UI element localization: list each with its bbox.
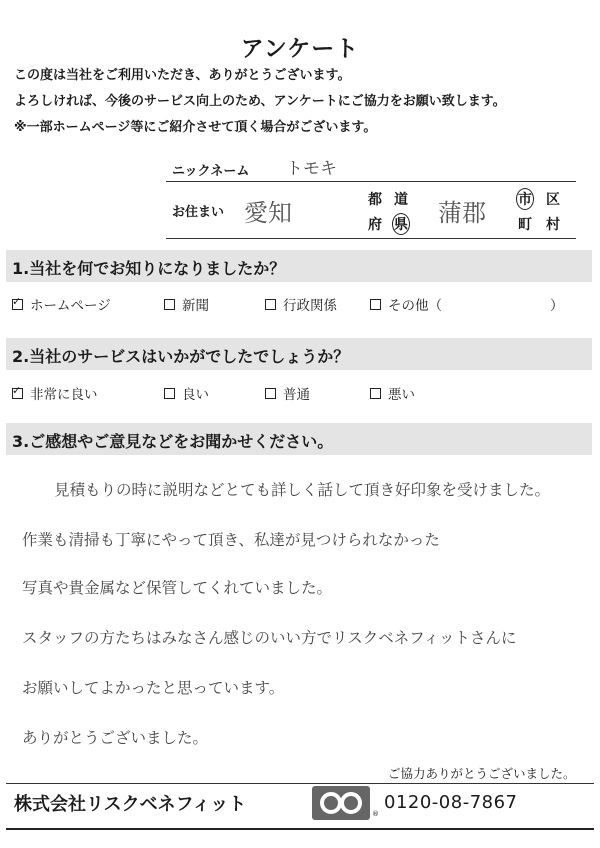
pref-fu: 府 [368, 217, 382, 233]
checkbox-icon[interactable] [265, 299, 276, 310]
page-title: アンケート [240, 36, 360, 62]
checkbox-icon[interactable] [370, 299, 381, 310]
checkbox-checked-icon[interactable] [12, 299, 23, 310]
address-label: お住まい [172, 205, 225, 220]
address-underline [166, 238, 576, 239]
checkbox-checked-icon[interactable] [12, 388, 23, 399]
checkbox-icon[interactable] [164, 299, 175, 310]
q3-answer-line-4: スタッフの方たちはみなさん感じのいい方でリスクベネフィットさんに [22, 629, 517, 647]
q1-option-newspaper[interactable]: 新聞 [164, 294, 209, 314]
city-son: 村 [546, 217, 560, 233]
q3-answer-line-3: 写真や貴金属など保管してくれていました。 [22, 579, 333, 597]
city-shi-circled: 市 [516, 188, 534, 210]
footer-top-rule [6, 783, 594, 784]
intro-line-1: この度は当社をご利用いただき、ありがとうございます。 [14, 68, 351, 83]
q2-option-very-good[interactable]: ✓非常に良い [12, 383, 98, 403]
q1-question: 1.当社を何でお知りになりましたか？ [12, 259, 286, 278]
footer-bottom-rule [6, 828, 594, 830]
q1-other-close-paren: ） [550, 298, 564, 314]
city-ku: 区 [546, 192, 560, 208]
nickname-value: トモキ [286, 159, 337, 179]
q3-answer-line-1: 見積もりの時に説明などとても詳しく話して頂き好印象を受けました。 [54, 481, 551, 499]
footer-thanks: ご協力ありがとうございました。 [388, 766, 576, 781]
q3-answer-line-6: ありがとうございました。 [22, 729, 209, 747]
pref-do: 道 [394, 192, 408, 208]
nickname-label: ニックネーム [172, 164, 250, 179]
q1-option-other[interactable]: その他（ [370, 294, 442, 314]
prefecture-value: 愛知 [244, 199, 292, 227]
q1-option-government[interactable]: 行政関係 [265, 294, 337, 314]
checkbox-icon[interactable] [370, 388, 381, 399]
freedial-icon [312, 786, 370, 820]
q3-answer-line-2: 作業も清掃も丁寧にやって頂き、私達が見つけられなかった [22, 531, 440, 549]
freedial-logo [312, 786, 370, 820]
q2-option-good[interactable]: 良い [164, 383, 209, 403]
phone-number: 0120-08-7867 [384, 792, 518, 813]
registered-mark: ® [372, 810, 379, 818]
q2-option-bad[interactable]: 悪い [370, 383, 415, 403]
checkbox-icon[interactable] [164, 388, 175, 399]
city-value: 蒲郡 [438, 199, 486, 227]
city-cho: 町 [518, 217, 532, 233]
q2-question: 2.当社のサービスはいかがでしたでしょうか？ [12, 347, 350, 366]
company-name: 株式会社リスクベネフィット [14, 794, 247, 815]
q3-question: 3.ご感想やご意見などをお聞かせください。 [12, 432, 334, 451]
nickname-underline [166, 181, 576, 182]
intro-line-3: ※一部ホームページ等にご紹介させて頂く場合がございます。 [14, 120, 377, 135]
pref-to: 都 [368, 192, 382, 208]
q3-answer-line-5: お願いしてよかったと思っています。 [22, 679, 285, 697]
q1-option-homepage[interactable]: ✓ホームページ [12, 294, 111, 314]
pref-ken-circled: 県 [392, 213, 410, 235]
intro-line-2: よろしければ、今後のサービス向上のため、アンケートにご協力をお願い致します。 [14, 94, 506, 109]
q2-option-average[interactable]: 普通 [265, 383, 310, 403]
checkbox-icon[interactable] [265, 388, 276, 399]
